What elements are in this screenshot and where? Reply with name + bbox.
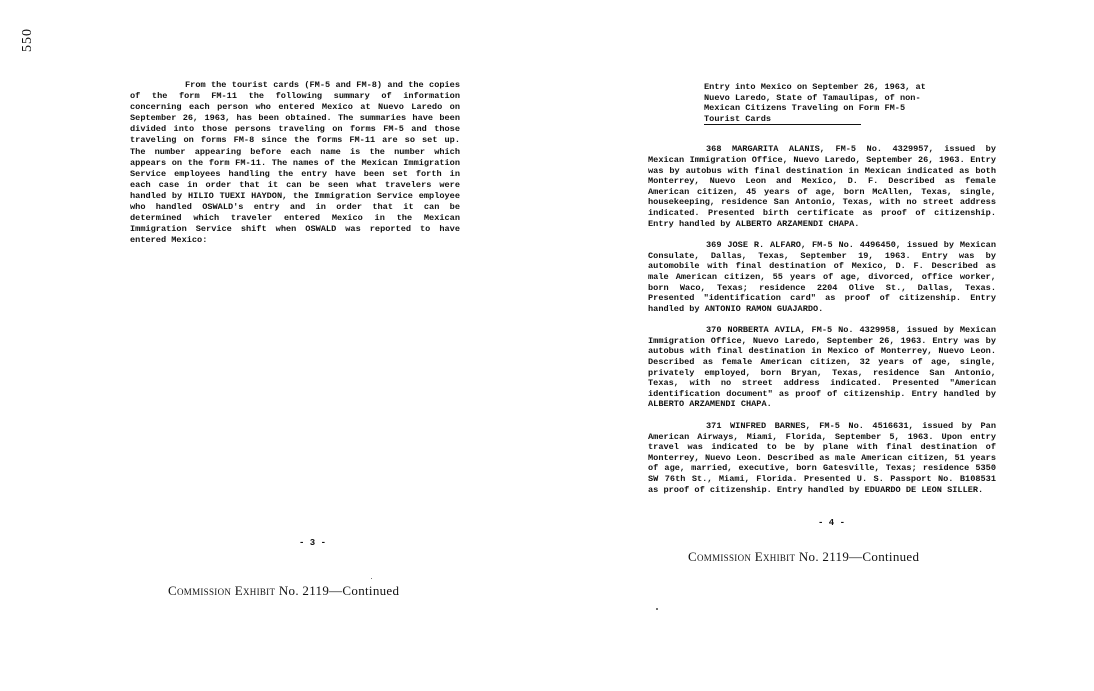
right-page-number: - 4 - bbox=[818, 518, 846, 528]
entry-368 bbox=[648, 144, 996, 229]
right-exhibit-caption bbox=[688, 549, 919, 565]
entry-371 bbox=[648, 421, 996, 495]
heading-line: Mexican Citizens Traveling on Form FM-5 bbox=[704, 103, 906, 114]
heading-underlined-line: Tourist Cards bbox=[704, 114, 861, 125]
entry-text: JOSE R. ALFARO, FM-5 No. 4496450, issued by Mexican Consulate, Dallas, Texas, September 19, 1963. Entry was by automobile with final destination of Mexico, D. F. Described as male American citizen, 55 years of age, divorced, office worker, born Waco, Texas; residence 2204 Olive St., Dallas, Texas. Presented "identification card" as proof of citizenship. Entry handled by ANTONIO RAMON GUAJARDO. bbox=[648, 240, 996, 314]
exhibit-number: No. 2119—Continued bbox=[278, 583, 400, 598]
exhibit-number: No. 2119—Continued bbox=[798, 549, 920, 564]
entry-370 bbox=[648, 325, 996, 410]
entry-number: 368 bbox=[706, 144, 732, 155]
heading-line: Entry into Mexico on September 26, 1963, at bbox=[704, 82, 926, 92]
entry-text: NORBERTA AVILA, FM-5 No. 4329958, issued by Mexican Immigration Office, Nuevo Laredo, September 26, 1963. Entry was by autobus with final destination in Mexico of Monterrey, Nuevo Leon. Described as female American citizen, 32 years of age, single, privately employed, born Bryan, Texas, residence San Antonio, Texas, with no street address indicated. Presented "American identification document" as proof of citizenship. Entry handled by ALBERTO ARZAMENDI CHAPA. bbox=[648, 325, 996, 410]
scan-speck bbox=[656, 608, 658, 610]
scan-speck bbox=[371, 578, 372, 579]
left-page-body bbox=[130, 80, 460, 246]
margin-page-number: 550 bbox=[20, 28, 35, 52]
summary-paragraph: From the tourist cards (FM-5 and FM-8) and the copies of the form FM-11 the following summary of information concerning each person who entered Mexico at Nuevo Laredo on September 26, 1963, has been obtained. The summaries have been divided into those persons traveling on forms FM-5 and those traveling on forms FM-8 since the forms FM-11 are so set up. The number appearing before each name is the number which appears on the form FM-11. The names of the Mexican Immigration Service employees handling the entry have been set forth in each case in order that it can be seen what travelers were handled by HILIO TUEXI HAYDON, the Immigration Service employee who handled OSWALD's entry and in order that it can be determined which traveler entered Mexico in the Mexican Immigration Service shift when OSWALD was reported to have entered Mexico: bbox=[130, 80, 460, 246]
entry-text: WINFRED BARNES, FM-5 No. 4516631, issued by Pan American Airways, Miami, Florida, September 5, 1963. Upon entry travel was indicated to be by plane with final destination of Monterrey, Nuevo Leon. Described as male American citizen, 51 years of age, married, executive, born Gatesville, Texas; residence 5350 SW 76th St., Miami, Florida. Presented U. S. Passport No. B108531 as proof of citizenship. Entry handled by EDUARDO DE LEON SILLER. bbox=[648, 421, 996, 495]
left-exhibit-caption bbox=[168, 583, 399, 599]
entry-369 bbox=[648, 240, 996, 314]
exhibit-label: Commission Exhibit bbox=[688, 549, 796, 564]
left-page-number: - 3 - bbox=[299, 538, 327, 548]
right-page-body bbox=[648, 82, 996, 506]
exhibit-label: Commission Exhibit bbox=[168, 583, 276, 598]
entry-number: 371 bbox=[706, 421, 730, 432]
entry-text: MARGARITA ALANIS, FM-5 No. 4329957, issued by Mexican Immigration Office, Nuevo Laredo, September 26, 1963. Entry was by autobus with final destination in Mexican indicated as both Monterrey, Nuevo Leon and Mexico, D. F. Described as female American citizen, 45 years of age, born McAllen, Texas, single, housekeeping, residence San Antonio, Texas, with no street address indicated. Presented birth certificate as proof of citizenship. Entry handled by ALBERTO ARZAMENDI CHAPA. bbox=[648, 144, 996, 229]
entry-number: 370 bbox=[706, 325, 728, 336]
section-heading bbox=[704, 82, 996, 124]
heading-line: Nuevo Laredo, State of Tamaulipas, of non- bbox=[704, 92, 921, 103]
entry-number: 369 bbox=[706, 240, 728, 251]
